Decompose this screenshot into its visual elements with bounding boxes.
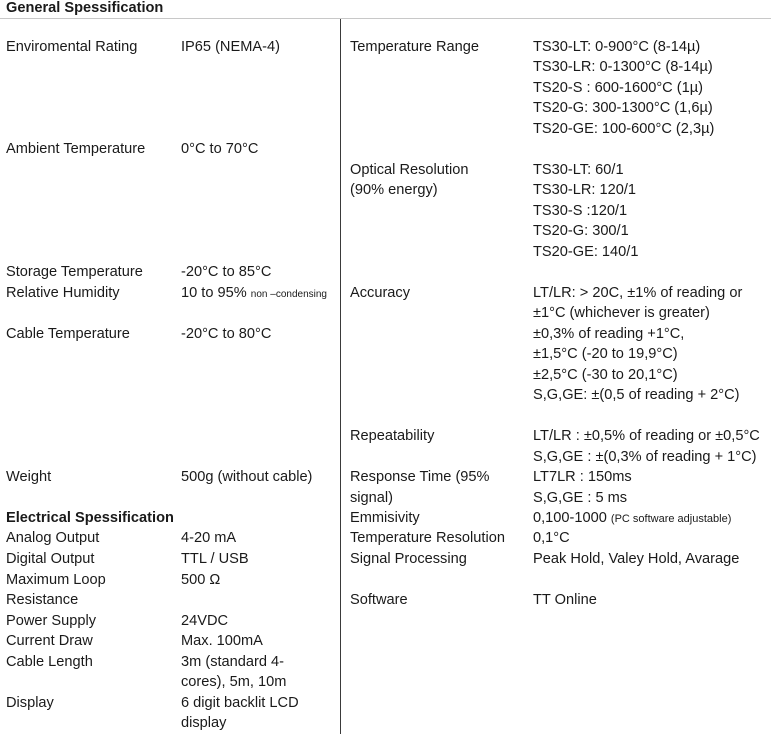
env-label: Enviromental Rating — [6, 39, 138, 55]
optical-value: TS30-LR: 120/1 — [533, 182, 637, 198]
accuracy-value: S,G,GE: ±(0,5 of reading + 2°C) — [533, 387, 740, 403]
response-value: LT7LR : 150ms — [533, 469, 632, 485]
loop-value: 500 Ω — [181, 572, 221, 588]
temp-res-value: 0,1°C — [533, 530, 570, 546]
optical-label-1: Optical Resolution — [350, 162, 469, 178]
accuracy-value: LT/LR: > 20C, ±1% of reading or — [533, 285, 743, 301]
software-label: Software — [350, 592, 408, 608]
cable-len-label: Cable Length — [6, 654, 93, 670]
temp-res-label: Temperature Resolution — [350, 530, 505, 546]
storage-label: Storage Temperature — [6, 264, 143, 280]
repeat-label: Repeatability — [350, 428, 435, 444]
weight-label: Weight — [6, 469, 52, 485]
accuracy-value: ±0,3% of reading +1°C, — [533, 326, 685, 342]
loop-label-2: Resistance — [6, 592, 79, 608]
cable-temp-label: Cable Temperature — [6, 326, 130, 342]
signal-label: Signal Processing — [350, 551, 467, 567]
env-value: IP65 (NEMA-4) — [181, 39, 280, 55]
optical-label-2: (90% energy) — [350, 182, 438, 198]
optical-value: TS30-LT: 60/1 — [533, 162, 624, 178]
display-label: Display — [6, 695, 54, 711]
response-value: S,G,GE : 5 ms — [533, 490, 628, 506]
optical-value: TS30-S :120/1 — [533, 203, 628, 219]
display-1: 6 digit backlit LCD — [181, 695, 299, 711]
power-label: Power Supply — [6, 613, 97, 629]
optical-value: TS20-G: 300/1 — [533, 223, 629, 239]
accuracy-value: ±1,5°C (-20 to 19,9°C) — [533, 346, 678, 362]
emis-note: (PC software adjustable) — [610, 513, 732, 525]
humidity-value-main: 10 to 95% — [181, 285, 247, 301]
temp-range-value: TS20-GE: 100-600°C (2,3µ) — [533, 121, 715, 137]
current-value: Max. 100mA — [181, 633, 263, 649]
ambient-value: 0°C to 70°C — [181, 141, 259, 157]
power-value: 24VDC — [181, 613, 229, 629]
ambient-label: Ambient Temperature — [6, 141, 146, 157]
response-label-2: signal) — [350, 490, 393, 506]
temp-range-value: TS20-S : 600-1600°C (1µ) — [533, 80, 703, 96]
analog-label: Analog Output — [6, 530, 100, 546]
analog-value: 4-20 mA — [181, 530, 237, 546]
cable-len-1: 3m (standard 4- — [181, 654, 285, 670]
software-value: TT Online — [533, 592, 597, 608]
optical-value: TS20-GE: 140/1 — [533, 244, 639, 260]
repeat-value: S,G,GE : ±(0,3% of reading + 1°C) — [533, 449, 757, 465]
humidity-note: non –condensing — [250, 289, 327, 300]
repeat-value: LT/LR : ±0,5% of reading or ±0,5°C — [533, 428, 760, 444]
cable-len-2: cores), 5m, 10m — [181, 674, 287, 690]
accuracy-value: ±1°C (whichever is greater) — [533, 305, 710, 321]
weight-value: 500g (without cable) — [181, 469, 313, 485]
humidity-label: Relative Humidity — [6, 285, 120, 301]
cable-temp-value: -20°C to 80°C — [181, 326, 272, 342]
electrical-heading: Electrical Spessification — [6, 510, 174, 526]
column-divider — [340, 19, 341, 734]
digital-value: TTL / USB — [181, 551, 249, 567]
accuracy-value: ±2,5°C (-30 to 20,1°C) — [533, 367, 678, 383]
response-label-1: Response Time (95% — [350, 469, 490, 485]
loop-label-1: Maximum Loop — [6, 572, 106, 588]
display-2: display — [181, 715, 227, 731]
accuracy-label: Accuracy — [350, 285, 411, 301]
signal-value: Peak Hold, Valey Hold, Avarage — [533, 551, 740, 567]
temp-range-value: TS30-LT: 0-900°C (8-14µ) — [533, 39, 701, 55]
general-heading: General Spessification — [6, 0, 164, 16]
storage-value: -20°C to 85°C — [181, 264, 272, 280]
current-label: Current Draw — [6, 633, 93, 649]
temp-range-value: TS20-G: 300-1300°C (1,6µ) — [533, 100, 713, 116]
digital-label: Digital Output — [6, 551, 95, 567]
emis-value — [533, 508, 731, 530]
emis-value-main: 0,100-1000 — [533, 510, 607, 526]
humidity-value — [181, 283, 327, 306]
emis-label: Emmisivity — [350, 510, 420, 526]
temp-range-value: TS30-LR: 0-1300°C (8-14µ) — [533, 59, 713, 75]
temp-range-label: Temperature Range — [350, 39, 479, 55]
